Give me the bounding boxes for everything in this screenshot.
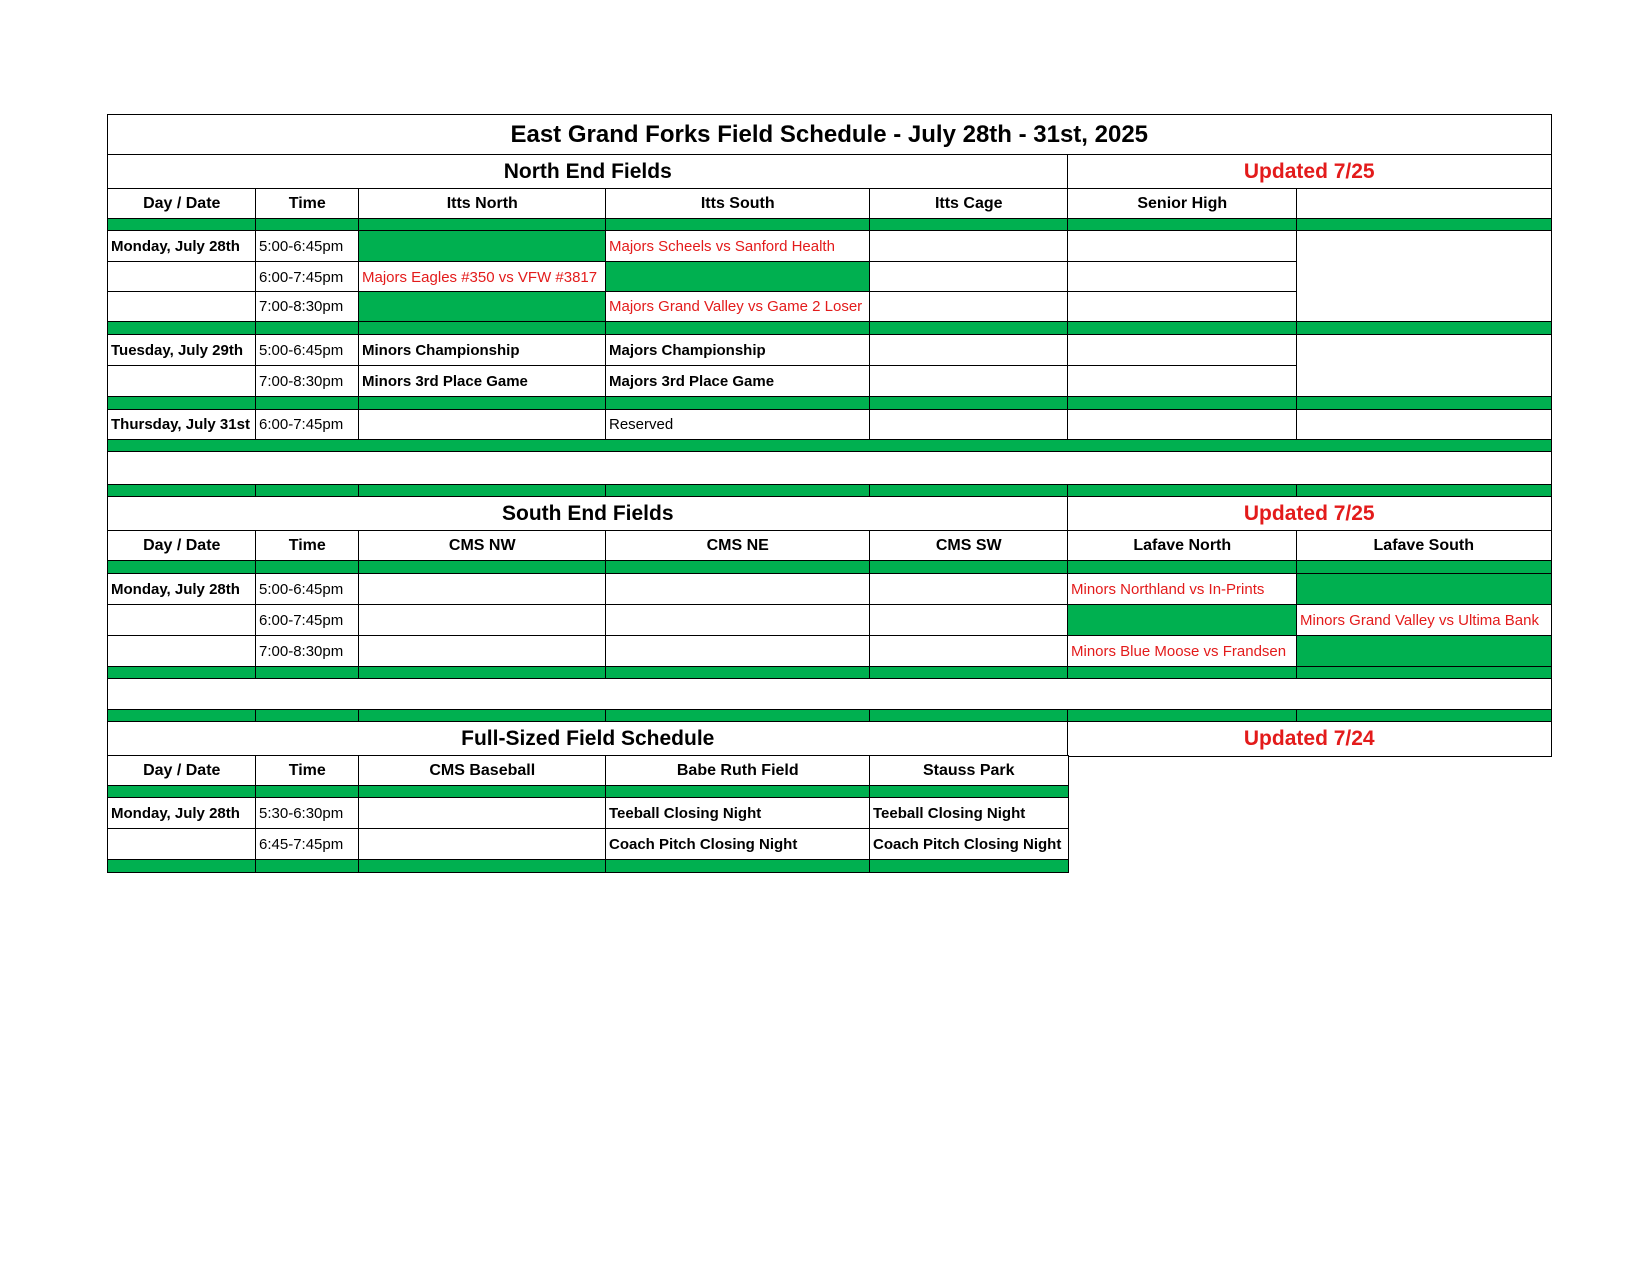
south-column-header: Lafave North: [1067, 530, 1298, 562]
spacer-row: [107, 678, 1552, 711]
north-column-header: Itts Cage: [869, 188, 1069, 220]
south-schedule-cell: 7:00-8:30pm: [255, 635, 360, 668]
north-schedule-cell: [869, 230, 1069, 263]
north-schedule-cell: [869, 409, 1069, 441]
north-schedule-cell: [107, 365, 257, 398]
north-schedule-cell: [869, 261, 1069, 294]
south-column-header: CMS SW: [869, 530, 1069, 562]
full-separator-cell: [605, 859, 871, 873]
north-column-header: Itts North: [358, 188, 607, 220]
south-schedule-cell: [605, 604, 871, 637]
north-schedule-cell: Majors Scheels vs Sanford Health: [605, 230, 871, 263]
north-schedule-cell: Monday, July 28th: [107, 230, 257, 263]
south-schedule-cell: [358, 635, 607, 668]
south-column-header: Time: [255, 530, 360, 562]
full-separator-cell: [869, 859, 1069, 873]
north-schedule-cell: [869, 365, 1069, 398]
south-schedule-cell: 5:00-6:45pm: [255, 573, 360, 606]
full-section-heading: Full-Sized Field Schedule: [107, 721, 1069, 757]
north-schedule-cell: [1067, 334, 1298, 367]
north-schedule-cell: Thursday, July 31st: [107, 409, 257, 441]
south-column-header: Lafave South: [1296, 530, 1552, 562]
north-schedule-cell: [1067, 261, 1298, 294]
south-updated-label: Updated 7/25: [1067, 496, 1552, 532]
full-column-header: Day / Date: [107, 755, 257, 787]
north-schedule-cell: 6:00-7:45pm: [255, 409, 360, 441]
full-schedule-cell: Teeball Closing Night: [605, 797, 871, 830]
north-schedule-cell: Minors 3rd Place Game: [358, 365, 607, 398]
north-schedule-cell: [1296, 334, 1552, 398]
north-schedule-cell: Majors 3rd Place Game: [605, 365, 871, 398]
north-schedule-cell: [358, 291, 607, 323]
north-schedule-cell: 7:00-8:30pm: [255, 365, 360, 398]
full-column-header: CMS Baseball: [358, 755, 607, 787]
full-schedule-cell: 5:30-6:30pm: [255, 797, 360, 830]
north-schedule-cell: [1067, 409, 1298, 441]
north-schedule-cell: 7:00-8:30pm: [255, 291, 360, 323]
north-schedule-cell: [107, 291, 257, 323]
full-schedule-cell: 6:45-7:45pm: [255, 828, 360, 861]
south-schedule-cell: [869, 604, 1069, 637]
south-section-heading: South End Fields: [107, 496, 1069, 532]
full-separator-cell: [255, 859, 360, 873]
full-schedule-cell: Teeball Closing Night: [869, 797, 1069, 830]
full-separator-cell: [358, 859, 607, 873]
south-schedule-cell: [107, 635, 257, 668]
north-schedule-cell: [1067, 230, 1298, 263]
north-column-header: [1296, 188, 1552, 220]
south-schedule-cell: Minors Grand Valley vs Ultima Bank: [1296, 604, 1552, 637]
full-schedule-cell: Monday, July 28th: [107, 797, 257, 830]
south-schedule-cell: [605, 635, 871, 668]
north-schedule-cell: [107, 261, 257, 294]
north-schedule-cell: [1296, 409, 1552, 441]
full-schedule-cell: Coach Pitch Closing Night: [869, 828, 1069, 861]
south-schedule-cell: Minors Northland vs In-Prints: [1067, 573, 1298, 606]
north-schedule-cell: 5:00-6:45pm: [255, 334, 360, 367]
south-schedule-cell: [1067, 604, 1298, 637]
north-schedule-cell: 5:00-6:45pm: [255, 230, 360, 263]
south-schedule-cell: [107, 604, 257, 637]
north-schedule-cell: [358, 230, 607, 263]
spacer-row: [107, 451, 1552, 486]
full-column-header: Babe Ruth Field: [605, 755, 871, 787]
south-schedule-cell: [605, 573, 871, 606]
full-schedule-cell: [358, 828, 607, 861]
south-schedule-cell: [869, 573, 1069, 606]
north-schedule-cell: 6:00-7:45pm: [255, 261, 360, 294]
north-schedule-cell: Majors Championship: [605, 334, 871, 367]
full-schedule-cell: [107, 828, 257, 861]
south-column-header: CMS NE: [605, 530, 871, 562]
north-column-header: Day / Date: [107, 188, 257, 220]
north-column-header: Senior High: [1067, 188, 1298, 220]
full-column-header: Time: [255, 755, 360, 787]
north-column-header: Itts South: [605, 188, 871, 220]
north-column-header: Time: [255, 188, 360, 220]
south-column-header: CMS NW: [358, 530, 607, 562]
south-schedule-cell: 6:00-7:45pm: [255, 604, 360, 637]
north-schedule-cell: Majors Grand Valley vs Game 2 Loser: [605, 291, 871, 323]
north-schedule-cell: [869, 334, 1069, 367]
south-schedule-cell: Minors Blue Moose vs Frandsen: [1067, 635, 1298, 668]
north-schedule-cell: [1296, 230, 1552, 323]
north-schedule-cell: [869, 291, 1069, 323]
south-column-header: Day / Date: [107, 530, 257, 562]
full-updated-label: Updated 7/24: [1067, 721, 1552, 757]
south-schedule-cell: [358, 573, 607, 606]
full-schedule-cell: [358, 797, 607, 830]
north-schedule-cell: Majors Eagles #350 vs VFW #3817: [358, 261, 607, 294]
south-schedule-cell: [1296, 573, 1552, 606]
full-column-header: Stauss Park: [869, 755, 1069, 787]
south-schedule-cell: [358, 604, 607, 637]
north-section-heading: North End Fields: [107, 154, 1069, 190]
south-schedule-cell: Monday, July 28th: [107, 573, 257, 606]
south-schedule-cell: [869, 635, 1069, 668]
full-schedule-cell: Coach Pitch Closing Night: [605, 828, 871, 861]
page-title: East Grand Forks Field Schedule - July 28th - 31st, 2025: [107, 114, 1552, 156]
north-schedule-cell: Reserved: [605, 409, 871, 441]
north-schedule-cell: [605, 261, 871, 294]
north-schedule-cell: Minors Championship: [358, 334, 607, 367]
north-schedule-cell: Tuesday, July 29th: [107, 334, 257, 367]
north-schedule-cell: [1067, 365, 1298, 398]
full-separator-cell: [107, 859, 257, 873]
north-updated-label: Updated 7/25: [1067, 154, 1552, 190]
north-schedule-cell: [358, 409, 607, 441]
south-schedule-cell: [1296, 635, 1552, 668]
north-schedule-cell: [1067, 291, 1298, 323]
